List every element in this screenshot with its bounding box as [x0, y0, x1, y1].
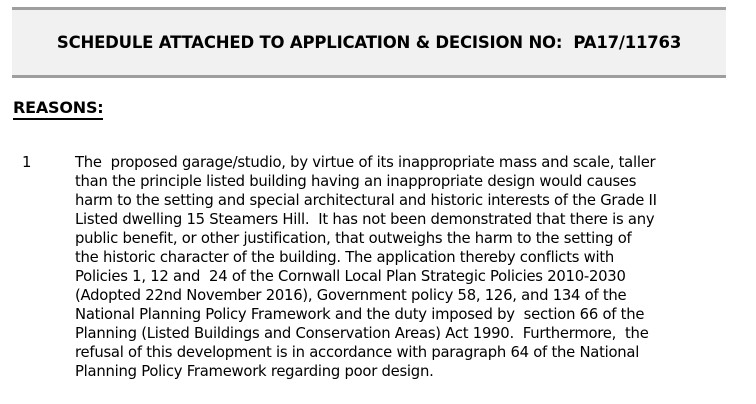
- reason-text-line: Planning (Listed Buildings and Conservation Areas) Act 1990. Furthermore, the: [75, 325, 649, 342]
- reason-text-line: refusal of this development is in accordance with paragraph 64 of the National: [75, 344, 640, 361]
- reason-text-line: Listed dwelling 15 Steamers Hill. It has not been demonstrated that there is any: [75, 211, 655, 228]
- reason-text-line: than the principle listed building having an inappropriate design would causes: [75, 173, 637, 190]
- reason-text-line: harm to the setting and special architectural and historic interests of the Grade II: [75, 192, 657, 209]
- reasons-heading: REASONS:: [13, 98, 103, 120]
- reason-text-line: the historic character of the building. The application thereby conflicts with: [75, 249, 615, 266]
- reason-text-line: public benefit, or other justification, that outweighs the harm to the setting of: [75, 230, 632, 247]
- reason-number: 1: [22, 154, 32, 171]
- schedule-header-box: [12, 7, 726, 78]
- reason-text-line: Planning Policy Framework regarding poor design.: [75, 363, 434, 380]
- reason-text-line: Policies 1, 12 and 24 of the Cornwall Local Plan Strategic Policies 2010-2030: [75, 268, 626, 285]
- reason-text-line: The proposed garage/studio, by virtue of its inappropriate mass and scale, taller: [75, 154, 656, 171]
- schedule-title: SCHEDULE ATTACHED TO APPLICATION & DECISION NO: PA17/11763: [56, 33, 682, 52]
- reason-text-line: National Planning Policy Framework and the duty imposed by section 66 of the: [75, 306, 645, 323]
- reason-text: [75, 153, 750, 381]
- reason-text-line: (Adopted 22nd November 2016), Government policy 58, 126, and 134 of the: [75, 287, 627, 304]
